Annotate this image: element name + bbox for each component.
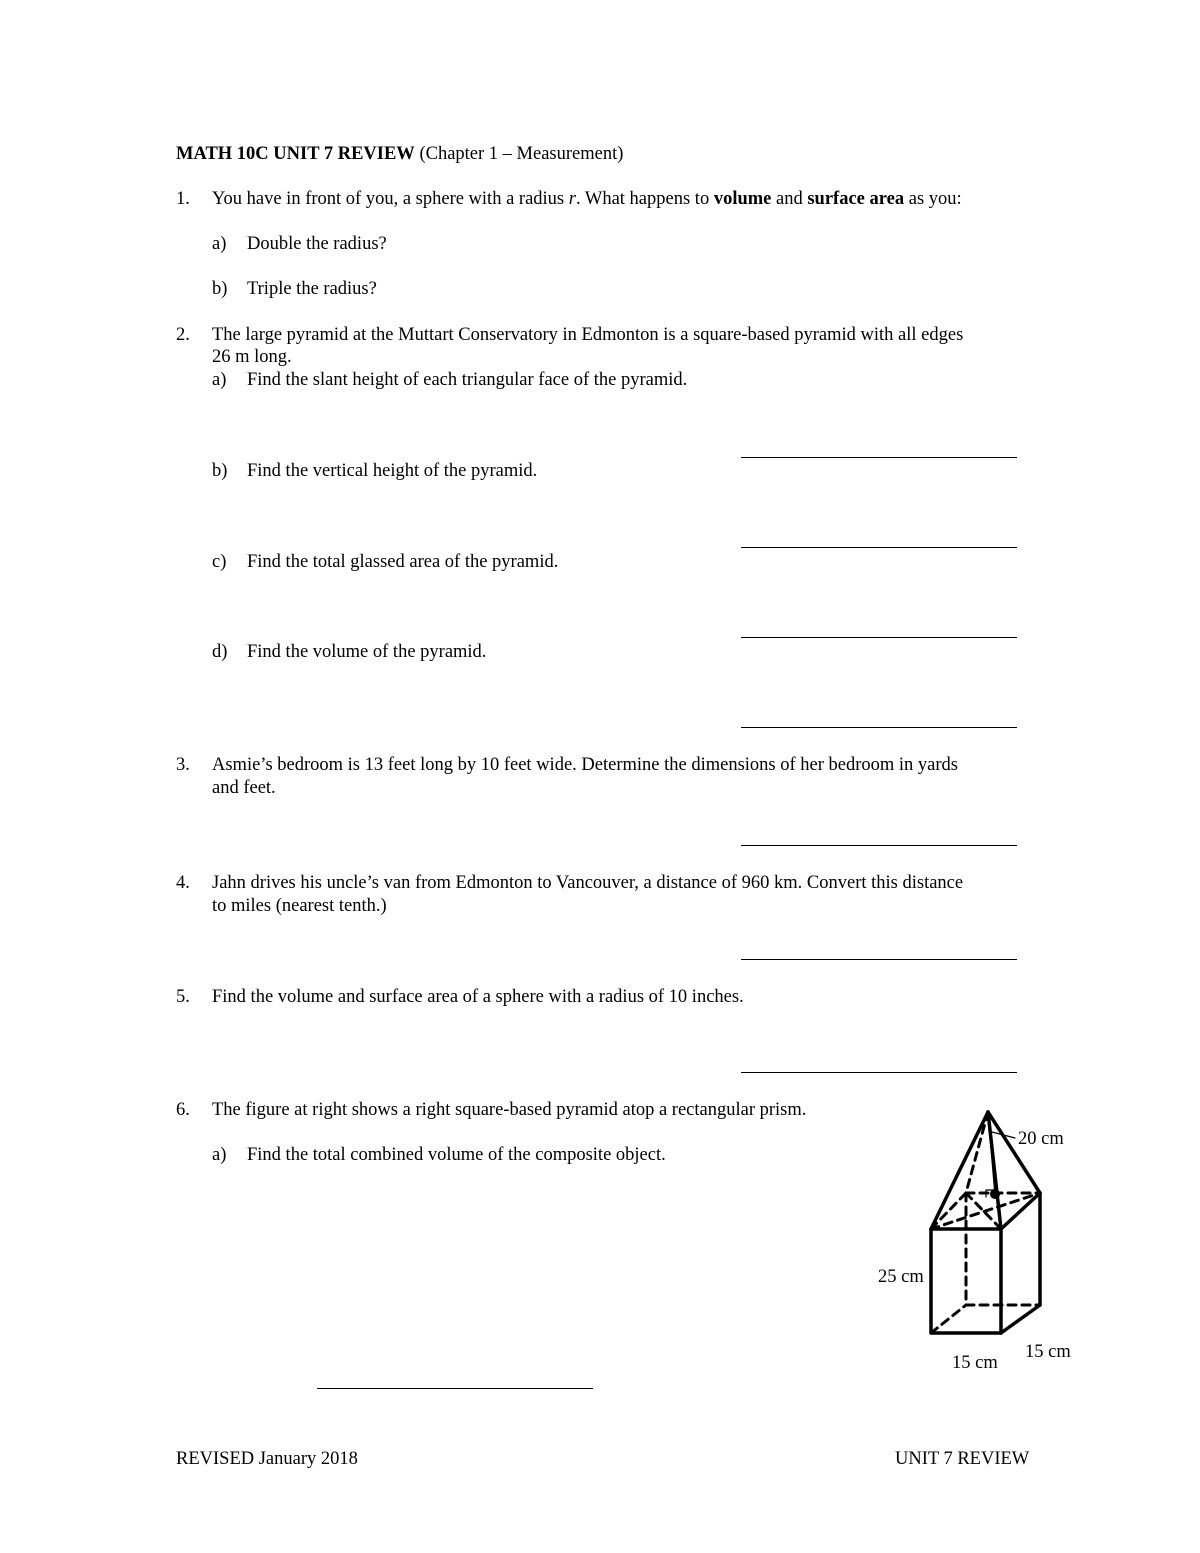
q1-volume: volume <box>713 189 772 209</box>
question-text <box>212 188 962 211</box>
label-depth: 15 cm <box>1025 1342 1071 1362</box>
answer-line[interactable] <box>741 457 1017 458</box>
subpart-text: Triple the radius? <box>247 279 377 299</box>
answer-line[interactable] <box>741 637 1017 638</box>
footer-right: UNIT 7 REVIEW <box>895 1449 1030 1469</box>
answer-line[interactable] <box>741 547 1017 548</box>
page-title <box>176 143 623 166</box>
subpart-text: Find the total glassed area of the pyramid. <box>247 552 559 572</box>
q1-and: and <box>771 189 808 209</box>
subpart-label: a) <box>212 1145 227 1165</box>
question-text-line-2: 26 m long. <box>212 347 292 367</box>
composite-figure <box>860 1100 1100 1400</box>
subpart-text: Find the slant height of each triangular face of the pyramid. <box>247 370 688 390</box>
question-text-line-1: Asmie’s bedroom is 13 feet long by 10 feet wide. Determine the dimensions of her bedroom in yards <box>212 755 958 775</box>
question-number: 2. <box>176 325 190 345</box>
subpart-text: Find the vertical height of the pyramid. <box>247 461 538 481</box>
subpart-text: Double the radius? <box>247 234 387 254</box>
subpart-label: b) <box>212 461 228 481</box>
subpart-text: Find the total combined volume of the composite object. <box>247 1145 666 1165</box>
answer-line[interactable] <box>741 959 1017 960</box>
subpart-text: Find the volume of the pyramid. <box>247 642 487 662</box>
q1-surface-area: surface area <box>807 189 905 209</box>
subpart-label: a) <box>212 234 227 254</box>
question-number: 1. <box>176 189 190 209</box>
question-text-line-1: Jahn drives his uncle’s van from Edmonton to Vancouver, a distance of 960 km. Convert this distance <box>212 873 964 893</box>
answer-line[interactable] <box>741 727 1017 728</box>
subpart-label: b) <box>212 279 228 299</box>
answer-line[interactable] <box>317 1388 593 1389</box>
apex-foot-dot <box>990 1189 1000 1199</box>
title-subtitle: (Chapter 1 – Measurement) <box>414 144 624 164</box>
subpart-label: a) <box>212 370 227 390</box>
footer-left: REVISED January 2018 <box>176 1449 358 1469</box>
question-number: 5. <box>176 987 190 1007</box>
question-number: 3. <box>176 755 190 775</box>
q1-text-end: as you: <box>904 189 962 209</box>
label-pyramid-height: 20 cm <box>1018 1129 1064 1149</box>
q1-text-mid: . What happens to <box>575 189 714 209</box>
question-text-line-2: to miles (nearest tenth.) <box>212 896 387 916</box>
question-text-line-1: The large pyramid at the Muttart Conservatory in Edmonton is a square-based pyramid with all edges <box>212 325 964 345</box>
subpart-label: d) <box>212 642 228 662</box>
title-bold: MATH 10C UNIT 7 REVIEW <box>176 144 415 164</box>
question-text-line-2: and feet. <box>212 778 276 798</box>
label-width: 15 cm <box>952 1353 998 1373</box>
answer-line[interactable] <box>741 1072 1017 1073</box>
subpart-label: c) <box>212 552 227 572</box>
label-prism-height: 25 cm <box>878 1267 924 1287</box>
q1-r: r <box>568 189 576 209</box>
q1-text-start: You have in front of you, a sphere with a radius <box>212 189 569 209</box>
question-text: Find the volume and surface area of a sphere with a radius of 10 inches. <box>212 987 744 1007</box>
question-text: The figure at right shows a right square-based pyramid atop a rectangular prism. <box>212 1100 807 1120</box>
question-number: 4. <box>176 873 190 893</box>
answer-line[interactable] <box>741 845 1017 846</box>
question-number: 6. <box>176 1100 190 1120</box>
